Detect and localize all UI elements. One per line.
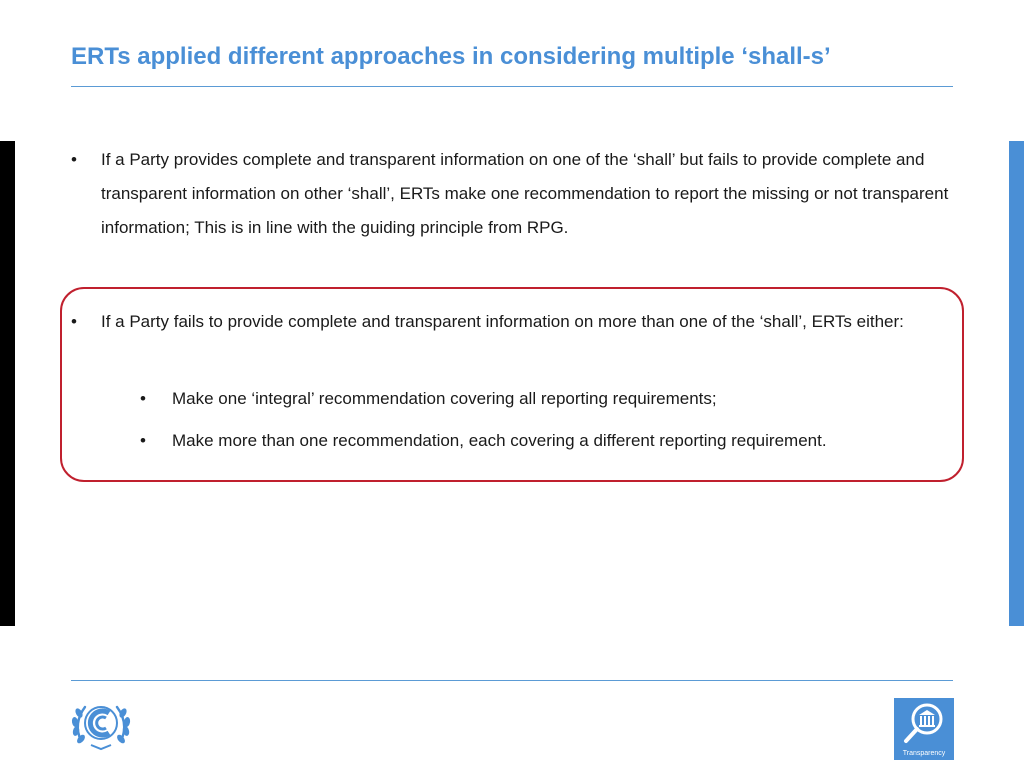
footer-divider [71,680,953,681]
bullet-marker: • [71,150,77,169]
right-edge-bar [1009,141,1024,626]
sub-bullet-text: Make more than one recommendation, each covering a different reporting requirement. [172,431,827,450]
transparency-logo-caption: Transparency [902,750,946,757]
bullet-marker: • [71,312,77,331]
slide-title: ERTs applied different approaches in considering multiple ‘shall-s’ [71,43,831,70]
sub-bullet-marker: • [140,431,146,450]
unfccc-logo-icon [67,697,135,753]
sub-bullet-text: Make one ‘integral’ recommendation covering all reporting requirements; [172,389,717,408]
bullet-text: If a Party provides complete and transparent information on one of the ‘shall’ but fails to provide complete and transparent information on other ‘shall’, ERTs make one recommendation to report the missing or not transparent information; This is in line with the guiding principle from RPG. [101,150,949,237]
title-divider [71,86,953,87]
left-edge-bar [0,141,15,626]
bullet-text: If a Party fails to provide complete and transparent information on more than one of the ‘shall’, ERTs either: [101,312,904,331]
transparency-logo-icon [894,698,954,760]
sub-bullet-marker: • [140,389,146,408]
